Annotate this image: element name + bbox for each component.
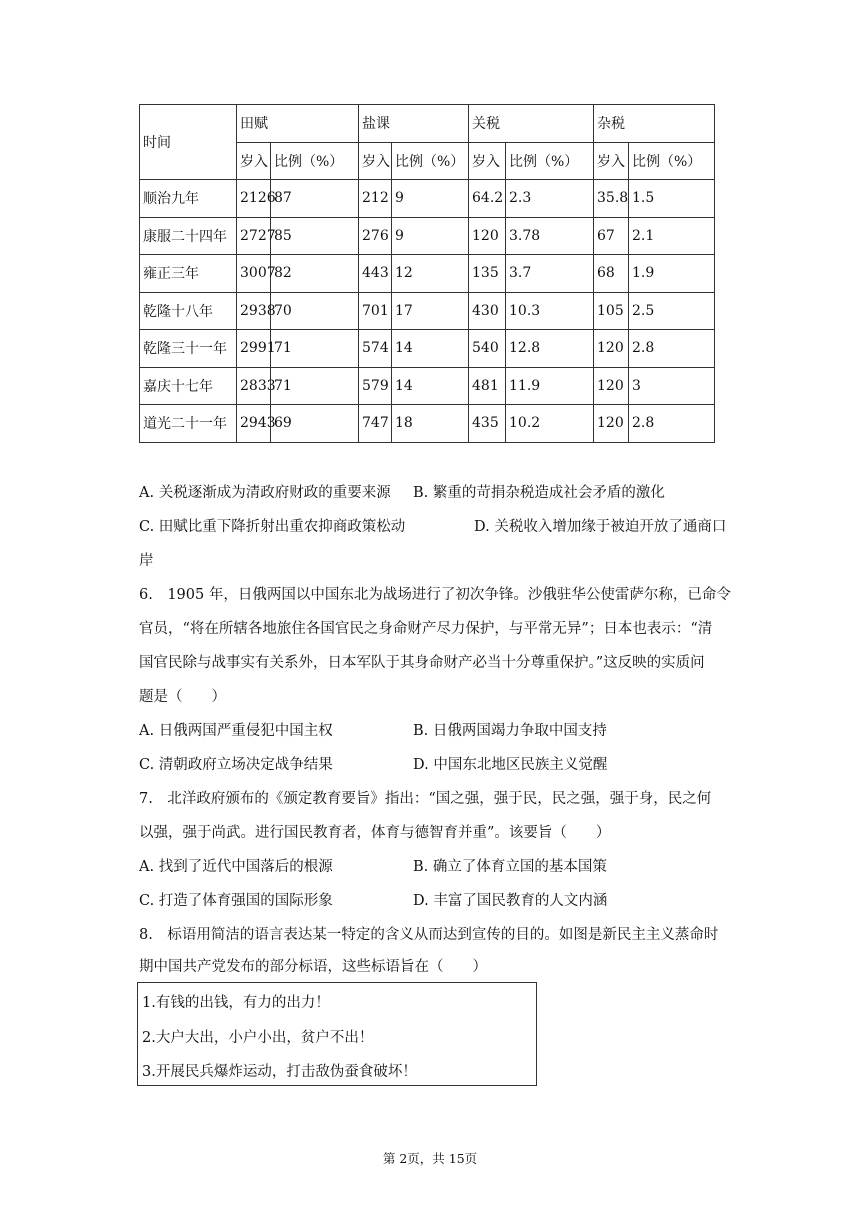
slogan-item: 3.开展民兵爆炸运动，打击敌伪蚕食破坏！ — [142, 1064, 417, 1080]
cell: 70 — [271, 292, 359, 330]
q5-option-d: D. 关税收入增加缘于被迫开放了通商口 — [474, 519, 727, 535]
row-time: 顺治九年 — [140, 180, 237, 218]
group-header: 杂税 — [594, 105, 715, 143]
table-row — [140, 217, 715, 255]
cell: 18 — [392, 405, 469, 443]
cell: 105 — [594, 292, 629, 330]
sub-header: 比例（%） — [629, 142, 715, 180]
group-header: 盐课 — [359, 105, 469, 143]
group-header: 关税 — [469, 105, 594, 143]
cell: 574 — [359, 330, 392, 368]
cell: 120 — [594, 405, 629, 443]
cell: 2943 — [237, 405, 271, 443]
cell: 435 — [469, 405, 506, 443]
cell: 443 — [359, 255, 392, 293]
table-row — [140, 180, 715, 218]
q5-option-a: A. 关税逐渐成为清政府财政的重要来源 — [139, 485, 391, 501]
cell: 14 — [392, 367, 469, 405]
q6-option-d: D. 中国东北地区民族主义觉醒 — [413, 757, 608, 773]
cell: 2.1 — [629, 217, 715, 255]
cell: 2.5 — [629, 292, 715, 330]
cell: 1.5 — [629, 180, 715, 218]
cell: 12.8 — [506, 330, 594, 368]
cell: 68 — [594, 255, 629, 293]
cell: 35.8 — [594, 180, 629, 218]
q6-stem-line1: 6. 1905 年，日俄两国以中国东北为战场进行了初次争锋。沙俄驻华公使雷萨尔称，已命令 — [139, 587, 731, 603]
row-time: 乾隆三十一年 — [140, 330, 237, 368]
row-time: 康服二十四年 — [140, 217, 237, 255]
q6-stem-line2: 官员，“将在所辖各地旅住各国官民之身命财产尽力保护，与平常无异”；日本也表示：“清 — [139, 621, 713, 637]
cell: 579 — [359, 367, 392, 405]
row-time: 嘉庆十七年 — [140, 367, 237, 405]
time-header: 时间 — [140, 105, 237, 180]
q6-stem-line3: 国官民除与战事实有关系外，日本军队于其身命财产必当十分尊重保护。”这反映的实质问 — [139, 655, 705, 671]
cell: 430 — [469, 292, 506, 330]
cell: 540 — [469, 330, 506, 368]
table-header-row — [140, 105, 715, 143]
cell: 2833 — [237, 367, 271, 405]
row-time: 雍正三年 — [140, 255, 237, 293]
q6-option-c: C. 清朝政府立场决定战争结果 — [139, 757, 333, 773]
cell: 2.8 — [629, 330, 715, 368]
page-footer: 第 2页，共 15页 — [382, 1151, 478, 1166]
row-time: 乾隆十八年 — [140, 292, 237, 330]
cell: 212 — [359, 180, 392, 218]
q5-option-c: C. 田赋比重下降折射出重农抑商政策松动 — [139, 519, 406, 535]
cell: 10.2 — [506, 405, 594, 443]
cell: 2126 — [237, 180, 271, 218]
slogan-item: 1.有钱的出钱，有力的出力！ — [142, 995, 330, 1011]
q7-stem-line2: 以强，强于尚武。进行国民教育者，体育与德智育并重”。该要旨（ ） — [139, 825, 611, 841]
tax-revenue-table — [139, 104, 715, 443]
cell: 10.3 — [506, 292, 594, 330]
cell: 82 — [271, 255, 359, 293]
cell: 87 — [271, 180, 359, 218]
cell: 2991 — [237, 330, 271, 368]
cell: 71 — [271, 330, 359, 368]
cell: 11.9 — [506, 367, 594, 405]
cell: 85 — [271, 217, 359, 255]
slogan-item: 2.大户大出，小户小出，贫户不出！ — [142, 1030, 374, 1046]
row-time: 道光二十一年 — [140, 405, 237, 443]
q6-option-b: B. 日俄两国竭力争取中国支持 — [413, 723, 607, 739]
q6-stem-line4: 题是（ ） — [139, 689, 226, 705]
cell: 481 — [469, 367, 506, 405]
table-row — [140, 292, 715, 330]
q5-option-b: B. 繁重的苛捐杂税造成社会矛盾的激化 — [413, 485, 665, 501]
q7-option-c: C. 打造了体育强国的国际形象 — [139, 893, 333, 909]
cell: 2938 — [237, 292, 271, 330]
slogan-box — [137, 982, 537, 1086]
cell: 2.8 — [629, 405, 715, 443]
table-row — [140, 255, 715, 293]
group-header: 田赋 — [237, 105, 359, 143]
cell: 701 — [359, 292, 392, 330]
cell: 2727 — [237, 217, 271, 255]
cell: 3007 — [237, 255, 271, 293]
sub-header: 岁入 — [237, 142, 271, 180]
cell: 17 — [392, 292, 469, 330]
cell: 3.78 — [506, 217, 594, 255]
q7-stem-line1: 7. 北洋政府颁布的《颁定教育要旨》指出：“国之强，强于民，民之强，强于身，民之何 — [139, 791, 712, 807]
cell: 67 — [594, 217, 629, 255]
sub-header: 岁入 — [359, 142, 392, 180]
cell: 135 — [469, 255, 506, 293]
cell: 276 — [359, 217, 392, 255]
sub-header: 比例（%） — [506, 142, 594, 180]
q7-option-a: A. 找到了近代中国落后的根源 — [139, 859, 333, 875]
cell: 3 — [629, 367, 715, 405]
q7-option-d: D. 丰富了国民教育的人文内涵 — [413, 893, 608, 909]
cell: 120 — [469, 217, 506, 255]
cell: 64.2 — [469, 180, 506, 218]
cell: 9 — [392, 217, 469, 255]
q8-stem-line1: 8. 标语用简洁的语言表达某一特定的含义从而达到宣传的目的。如图是新民主主义蒸命时 — [139, 927, 719, 943]
table-row — [140, 367, 715, 405]
cell: 120 — [594, 330, 629, 368]
cell: 2.3 — [506, 180, 594, 218]
sub-header: 岁入 — [594, 142, 629, 180]
cell: 71 — [271, 367, 359, 405]
sub-header: 比例（%） — [271, 142, 359, 180]
cell: 9 — [392, 180, 469, 218]
cell: 747 — [359, 405, 392, 443]
sub-header: 比例（%） — [392, 142, 469, 180]
q8-stem-line2: 期中国共产党发布的部分标语，这些标语旨在（ ） — [139, 959, 487, 975]
q6-option-a: A. 日俄两国严重侵犯中国主权 — [139, 723, 333, 739]
sub-header: 岁入 — [469, 142, 506, 180]
cell: 12 — [392, 255, 469, 293]
cell: 14 — [392, 330, 469, 368]
cell: 3.7 — [506, 255, 594, 293]
q5-option-d-continued: 岸 — [139, 553, 154, 569]
q7-option-b: B. 确立了体育立国的基本国策 — [413, 859, 607, 875]
cell: 1.9 — [629, 255, 715, 293]
cell: 69 — [271, 405, 359, 443]
table-row — [140, 405, 715, 443]
table-row — [140, 330, 715, 368]
cell: 120 — [594, 367, 629, 405]
